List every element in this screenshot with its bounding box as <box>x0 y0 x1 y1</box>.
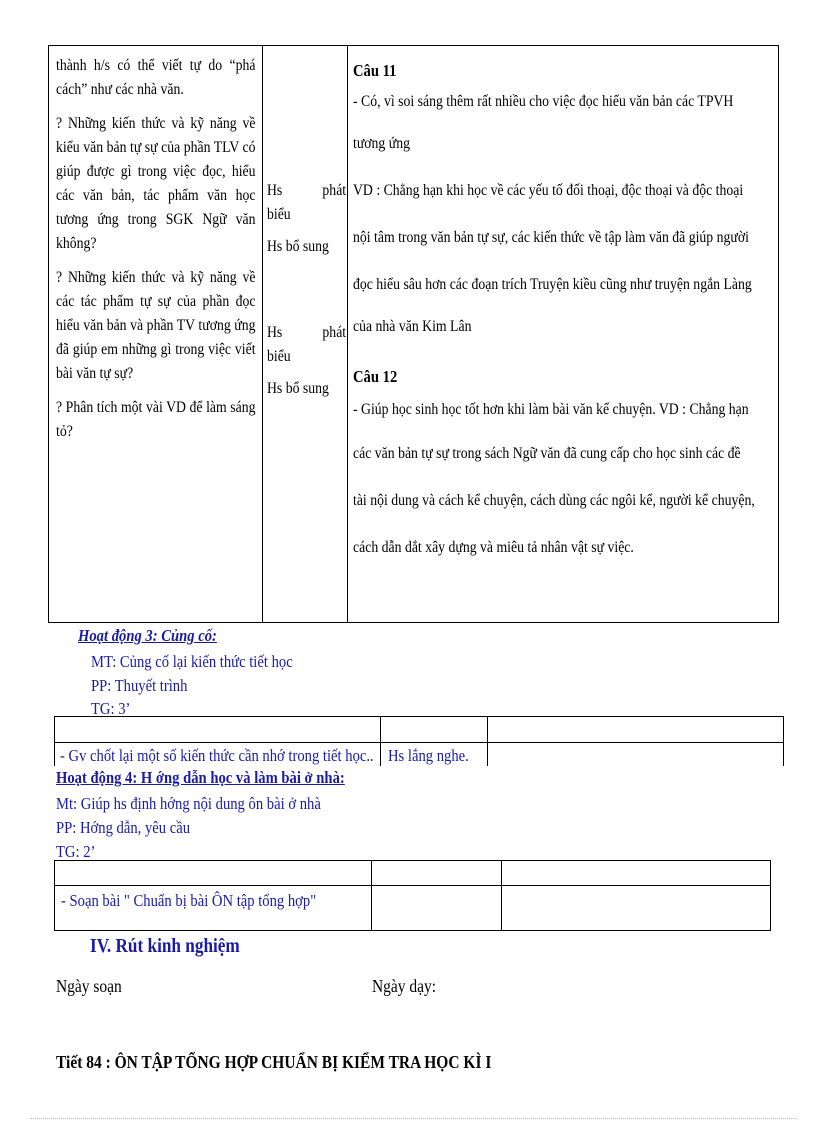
answer-line: - Giúp học sinh học tốt hơn khi làm bài văn kể chuyện. VD : Chẳng hạn <box>353 401 749 418</box>
question-paragraph: ? Những kiến thức và kỹ năng về kiểu văn bản tự sự của phần TLV có giúp được gì trong việc đọc, hiểu các văn bản, tác phẩm văn học tương ứng trong SGK Ngữ văn không? <box>56 115 256 252</box>
activity3-title: Hoạt động 3: Củng cố: <box>78 626 217 645</box>
ngay-soan: Ngày soạn <box>56 976 122 996</box>
page-bottom-dots <box>30 1118 796 1119</box>
phat-label: phát <box>322 182 347 199</box>
question-paragraph: thành h/s có thể viết tự do “phá cách” như các nhà văn. <box>56 57 256 98</box>
hs-bo-sung: Hs bổ sung <box>267 380 329 397</box>
hs-bo-sung: Hs bổ sung <box>267 238 329 255</box>
activity3-table <box>54 716 784 766</box>
cau11-title: Câu 11 <box>353 61 397 80</box>
section4-title: IV. Rút kinh nghiệm <box>90 935 240 957</box>
activity4-title: Hoạt động 4: H ớng dẫn học và làm bài ở nhà: <box>56 768 345 787</box>
activity3-row-hs: Hs lắng nghe. <box>388 746 469 765</box>
answer-line: VD : Chẳng hạn khi học về các yếu tố đối thoại, độc thoại và độc thoại <box>353 182 744 199</box>
phat-label: phát <box>322 324 347 341</box>
answer-line: các văn bản tự sự trong sách Ngữ văn đã cung cấp cho học sinh các đề <box>353 445 741 462</box>
answer-line: đọc hiểu sâu hơn các đoạn trích Truyện kiều cũng như truyện ngắn Làng <box>353 276 752 293</box>
lesson-table <box>48 45 779 623</box>
ngay-day: Ngày dạy: <box>372 976 437 996</box>
hs-label: Hs <box>267 324 283 341</box>
cau12-title: Câu 12 <box>353 367 398 386</box>
activity4-table <box>54 860 771 931</box>
activity4-row-text: - Soạn bài " Chuẩn bị bài ÔN tập tổng hợp" <box>61 891 317 910</box>
activity3-pp: PP: Thuyết trình <box>91 676 188 695</box>
answers-column <box>347 46 778 622</box>
teacher-questions-column <box>49 46 263 622</box>
lesson-title: Tiết 84 : ÔN TẬP TỔNG HỢP CHUẨN BỊ KIỂM TRA HỌC KÌ I <box>56 1052 492 1072</box>
answer-line: tài nội dung và cách kể chuyện, cách dùng các ngôi kể, người kể chuyện, <box>353 492 755 509</box>
question-paragraph: ? Những kiến thức và kỹ năng về các tác phẩm tự sự của phần đọc hiểu văn bản và phần TV tương ứng đã giúp em những gì trong việc viết bài văn tự sự? <box>56 269 256 382</box>
activity4-pp: PP: Hớng dẫn, yêu cầu <box>56 818 191 837</box>
answer-line: tương ứng <box>353 135 410 152</box>
answer-line: - Có, vì soi sáng thêm rất nhiều cho việc đọc hiểu văn bản các TPVH <box>353 93 734 110</box>
answer-line: của nhà văn Kim Lân <box>353 318 472 335</box>
activity4-tg: TG: 2’ <box>56 842 96 860</box>
student-activity-column <box>262 46 348 622</box>
hs-label: Hs <box>267 182 283 199</box>
activity3-tg: TG: 3’ <box>91 699 131 716</box>
activity3-mt: MT: Củng cố lại kiến thức tiết học <box>91 652 293 671</box>
activity4-mt: Mt: Giúp hs định hớng nội dung ôn bài ở nhà <box>56 794 321 813</box>
bieu-label: biểu <box>267 348 291 365</box>
bieu-label: biểu <box>267 206 291 223</box>
question-paragraph: ? Phân tích một vài VD để làm sáng tỏ? <box>56 399 256 440</box>
answer-line: nội tâm trong văn bản tự sự, các kiến thức về tập làm văn đã giúp người <box>353 229 749 246</box>
answer-line: cách dẫn dắt xây dựng và miêu tả nhân vật sự việc. <box>353 539 634 556</box>
activity3-row-text: - Gv chốt lại một số kiến thức cần nhớ trong tiết học.. <box>60 746 374 765</box>
